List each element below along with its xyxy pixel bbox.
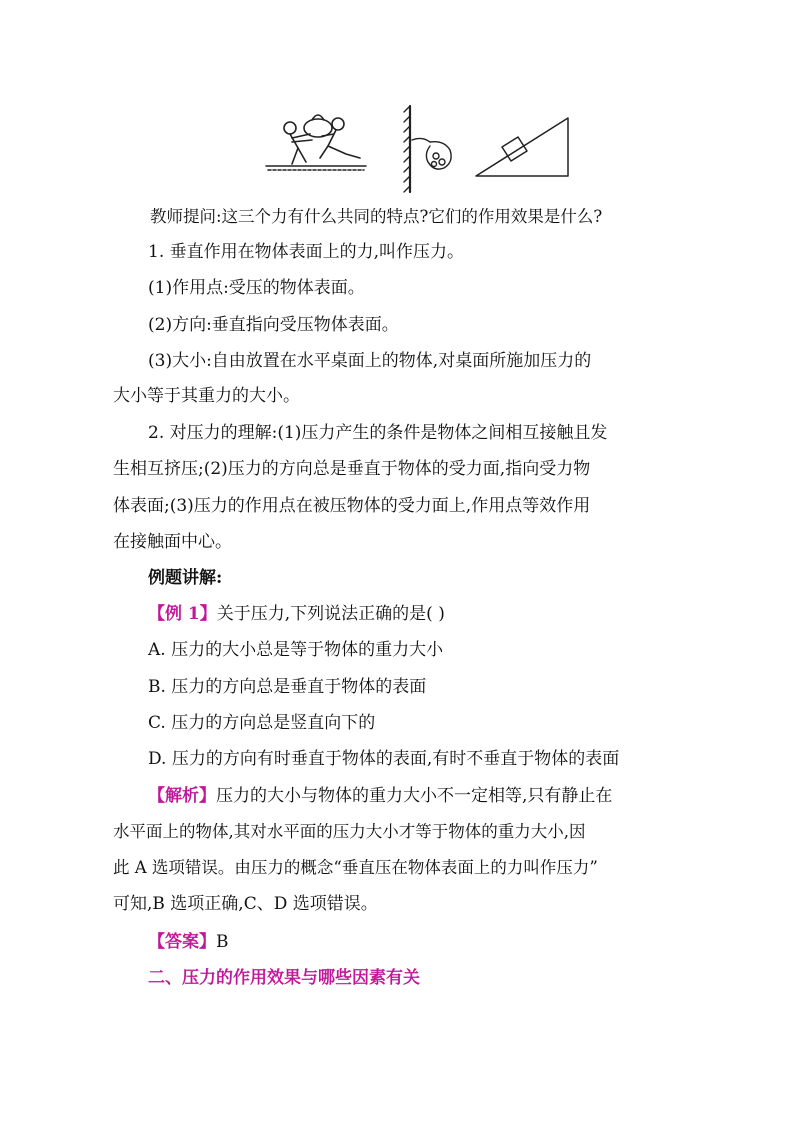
- analysis-line-4: 可知,B 选项正确,C、D 选项错误。: [113, 894, 378, 914]
- analysis-line-1: [148, 785, 612, 807]
- option-d: D. 压力的方向有时垂直于物体的表面,有时不垂直于物体的表面: [148, 749, 620, 769]
- paragraph-2-line-2: 生相互挤压;(2)压力的方向总是垂直于物体的受力面,指向受力物: [113, 459, 591, 479]
- option-c: C. 压力的方向总是竖直向下的: [148, 713, 376, 733]
- answer-tag: 【答案】: [148, 932, 216, 952]
- point-3-line-2: 大小等于其重力的大小。: [113, 386, 300, 406]
- example-1-question: [148, 603, 445, 625]
- point-1: (1)作用点:受压的物体表面。: [148, 278, 365, 298]
- example-heading: 例题讲解:: [148, 568, 223, 588]
- analysis-line-3: 此 A 选项错误。由压力的概念“垂直压在物体表面上的力叫作压力”: [113, 858, 598, 877]
- analysis-tag: 【解析】: [148, 786, 216, 806]
- analysis-text-1: 压力的大小与物体的重力大小不一定相等,只有静止在: [216, 786, 613, 806]
- people-pushing-illustration: [262, 108, 372, 174]
- section-2-heading: 二、压力的作用效果与哪些因素有关: [148, 968, 420, 988]
- example-1-tag: 【例 1】: [148, 604, 217, 624]
- hand-on-wall-illustration: [400, 104, 470, 194]
- force-illustrations: [262, 104, 572, 192]
- answer: [148, 931, 229, 953]
- paragraph-2-line-1: 2. 对压力的理解:(1)压力产生的条件是物体之间相互接触且发: [148, 423, 608, 443]
- paragraph-1: 1. 垂直作用在物体表面上的力,叫作压力。: [148, 242, 465, 262]
- paragraph-2-line-3: 体表面;(3)压力的作用点在被压物体的受力面上,作用点等效作用: [113, 496, 591, 516]
- option-a: A. 压力的大小总是等于物体的重力大小: [148, 640, 444, 660]
- example-1-text: 关于压力,下列说法正确的是( ): [216, 604, 445, 624]
- paragraph-2-line-4: 在接触面中心。: [113, 532, 232, 552]
- point-3-line-1: (3)大小:自由放置在水平桌面上的物体,对桌面所施加压力的: [148, 351, 592, 371]
- analysis-line-2: 水平面上的物体,其对水平面的压力大小才等于物体的重力大小,因: [113, 822, 586, 841]
- answer-value: B: [216, 932, 229, 952]
- point-2: (2)方向:垂直指向受压物体表面。: [148, 315, 399, 335]
- block-on-incline-illustration: [472, 114, 572, 180]
- option-b: B. 压力的方向总是垂直于物体的表面: [148, 677, 427, 697]
- teacher-question: 教师提问:这三个力有什么共同的特点?它们的作用效果是什么?: [150, 207, 603, 226]
